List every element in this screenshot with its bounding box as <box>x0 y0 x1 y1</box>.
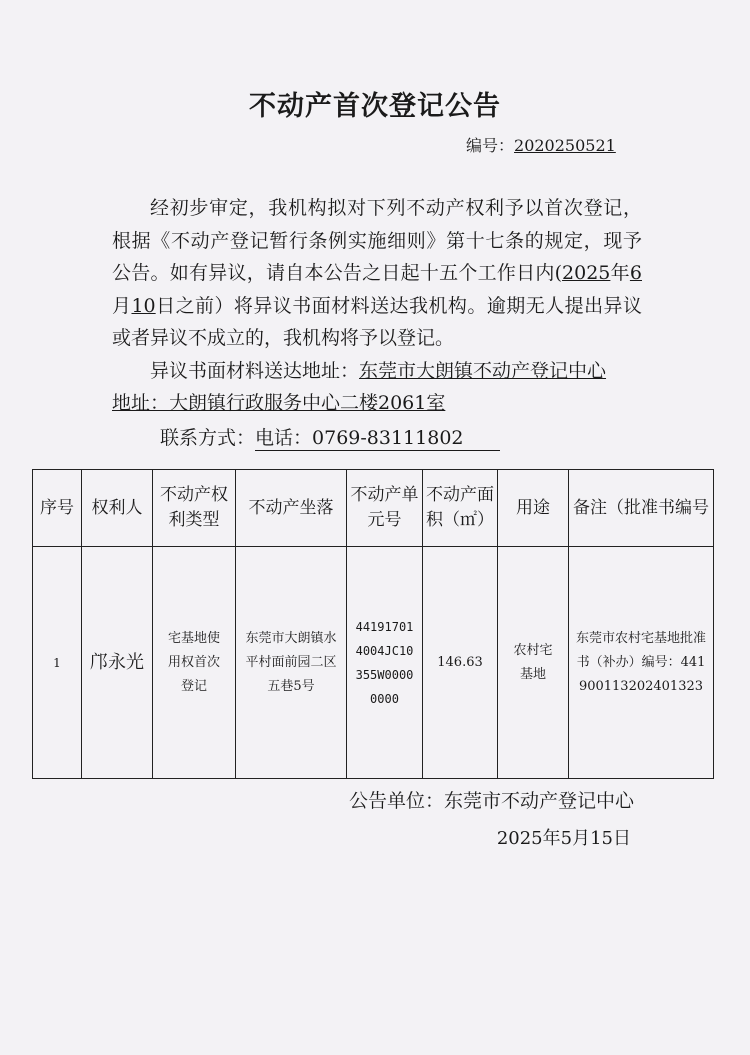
header-remark: 备注（批准书编号 <box>569 470 714 547</box>
cell-seq: 1 <box>33 547 82 779</box>
deadline-day: 10 <box>131 294 156 317</box>
objection-address <box>112 355 642 388</box>
header-holder: 权利人 <box>82 470 153 547</box>
notice-title: 不动产首次登记公告 <box>249 91 501 122</box>
year-char: 年 <box>610 262 630 284</box>
deadline-month: 6 <box>629 262 642 284</box>
office-address: 地址：大朗镇行政服务中心二楼2061室 <box>112 392 446 414</box>
cell-area: 146.63 <box>423 547 498 779</box>
month-char: 月 <box>112 294 132 317</box>
registration-table <box>32 469 714 779</box>
notice-body <box>112 192 642 420</box>
deadline-year: 2025 <box>562 262 611 284</box>
contact-phone: 电话：0769-83111802 <box>255 423 499 451</box>
cell-unit-no: 441917014004JC10355W00000000 <box>347 547 423 779</box>
address-value: 东莞市大朗镇不动产登记中心 <box>359 359 607 382</box>
header-unit-no: 不动产单元号 <box>347 470 423 547</box>
contact-info <box>160 423 500 451</box>
issue-date: 2025年5月15日 <box>496 828 631 849</box>
issuing-unit: 公告单位：东莞市不动产登记中心 <box>348 790 634 812</box>
header-location: 不动产坐落 <box>236 470 347 547</box>
header-area: 不动产面积（㎡） <box>423 470 498 547</box>
cell-use: 农村宅基地 <box>498 547 569 779</box>
cell-location: 东莞市大朗镇水平村面前园二区五巷5号 <box>236 547 347 779</box>
cell-holder: 邝永光 <box>82 547 153 779</box>
serial-number <box>466 133 616 156</box>
cell-remark: 东莞市农村宅基地批准书（补办）编号：441900113202401323 <box>569 547 714 779</box>
table-header-row <box>33 470 714 547</box>
table-row <box>33 547 714 779</box>
header-seq: 序号 <box>33 470 82 547</box>
serial-value: 2020250521 <box>514 136 616 155</box>
notice-paragraph <box>112 192 642 355</box>
paragraph-text-after: 日之前）将异议书面材料送达我机构。逾期无人提出异议或者异议不成立的，我机构将予以登记。 <box>112 294 642 349</box>
address-label: 异议书面材料送达地址： <box>150 359 360 382</box>
header-right-type: 不动产权利类型 <box>153 470 236 547</box>
contact-label: 联系方式： <box>160 427 256 449</box>
serial-label: 编号： <box>466 136 515 155</box>
header-use: 用途 <box>498 470 569 547</box>
paragraph-text-before: 经初步审定，我机构拟对下列不动产权利予以首次登记，根据《不动产登记暂行条例实施细则》第十七条的规定，现予公告。如有异议，请自本公告之日起十五个工作日内( <box>112 197 642 284</box>
cell-right-type: 宅基地使用权首次登记 <box>153 547 236 779</box>
